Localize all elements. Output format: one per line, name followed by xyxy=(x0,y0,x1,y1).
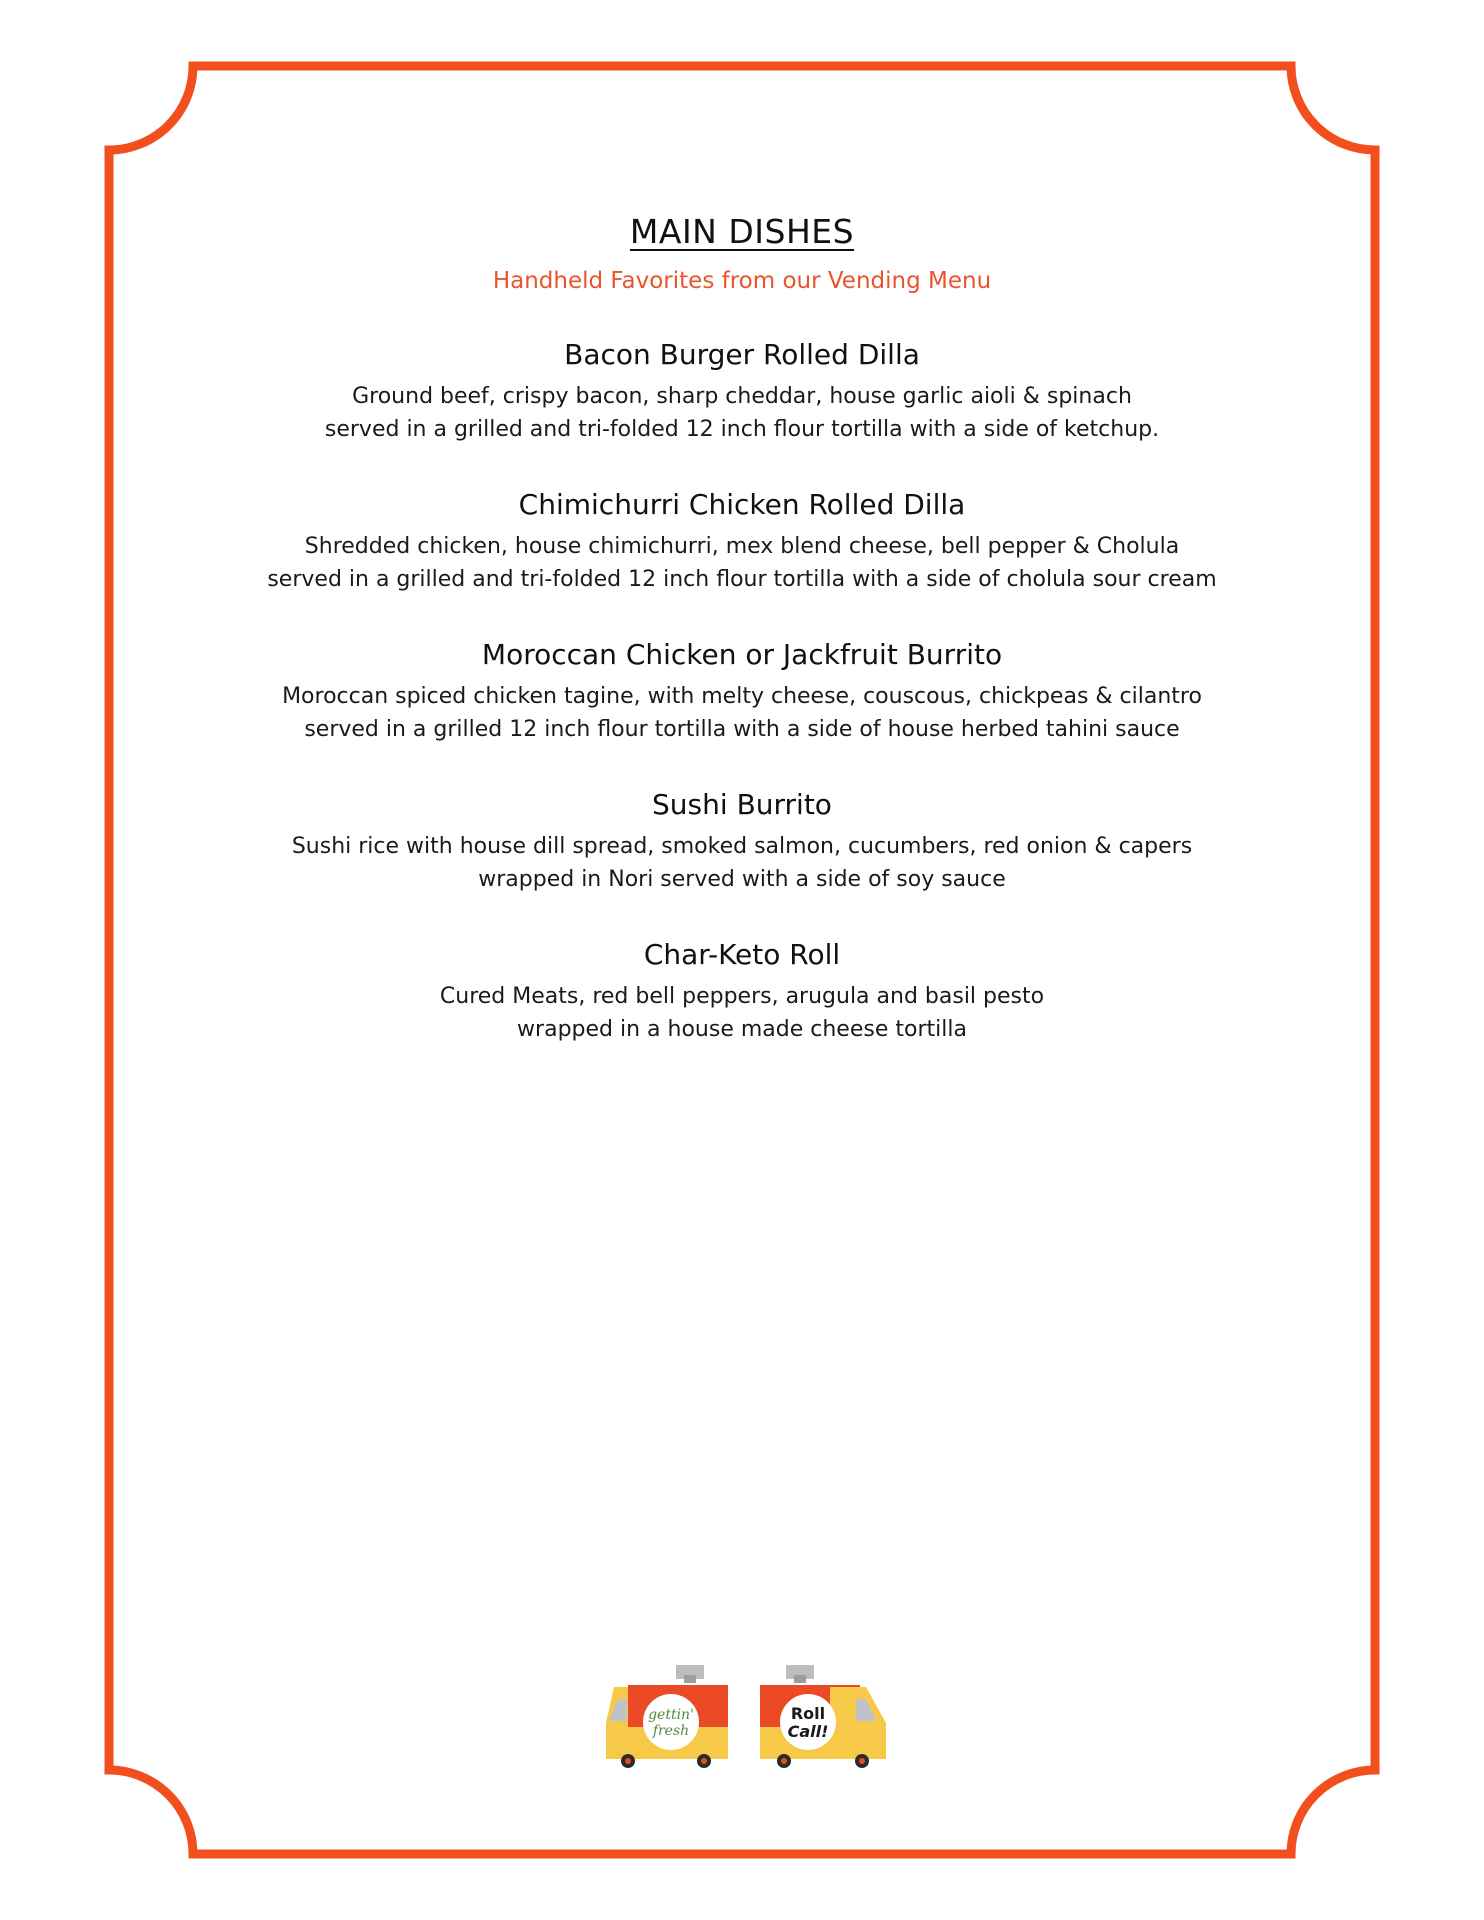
dish-description-line: wrapped in a house made cheese tortilla xyxy=(517,1017,967,1042)
dish-description-line: wrapped in Nori served with a side of soy sauce xyxy=(478,867,1006,892)
dish-item xyxy=(140,936,1344,1046)
dish-description-line: served in a grilled 12 inch flour tortilla with a side of house herbed tahini sauce xyxy=(304,717,1180,742)
dish-description-line: Ground beef, crispy bacon, sharp cheddar, house garlic aioli & spinach xyxy=(352,384,1132,409)
fresh-logo-text: fresh xyxy=(652,1723,690,1739)
menu-subtitle: Handheld Favorites from our Vending Menu xyxy=(492,268,992,294)
dish-name: Moroccan Chicken or Jackfruit Burrito xyxy=(481,638,1003,671)
menu-title: MAIN DISHES xyxy=(629,212,855,251)
dish-item xyxy=(140,636,1344,746)
dish-description-line: Sushi rice with house dill spread, smoked salmon, cucumbers, red onion & capers xyxy=(291,834,1193,859)
dish-item xyxy=(140,336,1344,446)
menu-content xyxy=(140,210,1344,1046)
gettin-fresh-truck-logo xyxy=(606,1665,728,1768)
food-truck-logos xyxy=(600,1665,890,1780)
call-logo-text: Call! xyxy=(787,1722,829,1741)
dish-description xyxy=(140,830,1344,896)
dish-description-line: Moroccan spiced chicken tagine, with melty cheese, couscous, chickpeas & cilantro xyxy=(282,684,1202,709)
dish-item xyxy=(140,486,1344,596)
dish-description xyxy=(140,530,1344,596)
roll-logo-text: Roll xyxy=(790,1704,826,1723)
dish-name: Sushi Burrito xyxy=(652,788,832,821)
dish-name: Char-Keto Roll xyxy=(643,938,841,971)
gettin-logo-text: gettin' xyxy=(648,1707,694,1723)
dish-description xyxy=(140,980,1344,1046)
dish-description xyxy=(140,680,1344,746)
dish-description-line: Cured Meats, red bell peppers, arugula and basil pesto xyxy=(439,984,1045,1009)
roll-call-truck-logo xyxy=(760,1665,886,1768)
dish-description xyxy=(140,380,1344,446)
dish-name: Bacon Burger Rolled Dilla xyxy=(564,338,920,371)
dish-description-line: Shredded chicken, house chimichurri, mex blend cheese, bell pepper & Cholula xyxy=(304,534,1180,559)
dish-name: Chimichurri Chicken Rolled Dilla xyxy=(518,488,966,521)
dish-description-line: served in a grilled and tri-folded 12 inch flour tortilla with a side of ketchup. xyxy=(324,417,1160,442)
dish-description-line: served in a grilled and tri-folded 12 inch flour tortilla with a side of cholula sour cream xyxy=(267,567,1217,592)
dish-item xyxy=(140,786,1344,896)
